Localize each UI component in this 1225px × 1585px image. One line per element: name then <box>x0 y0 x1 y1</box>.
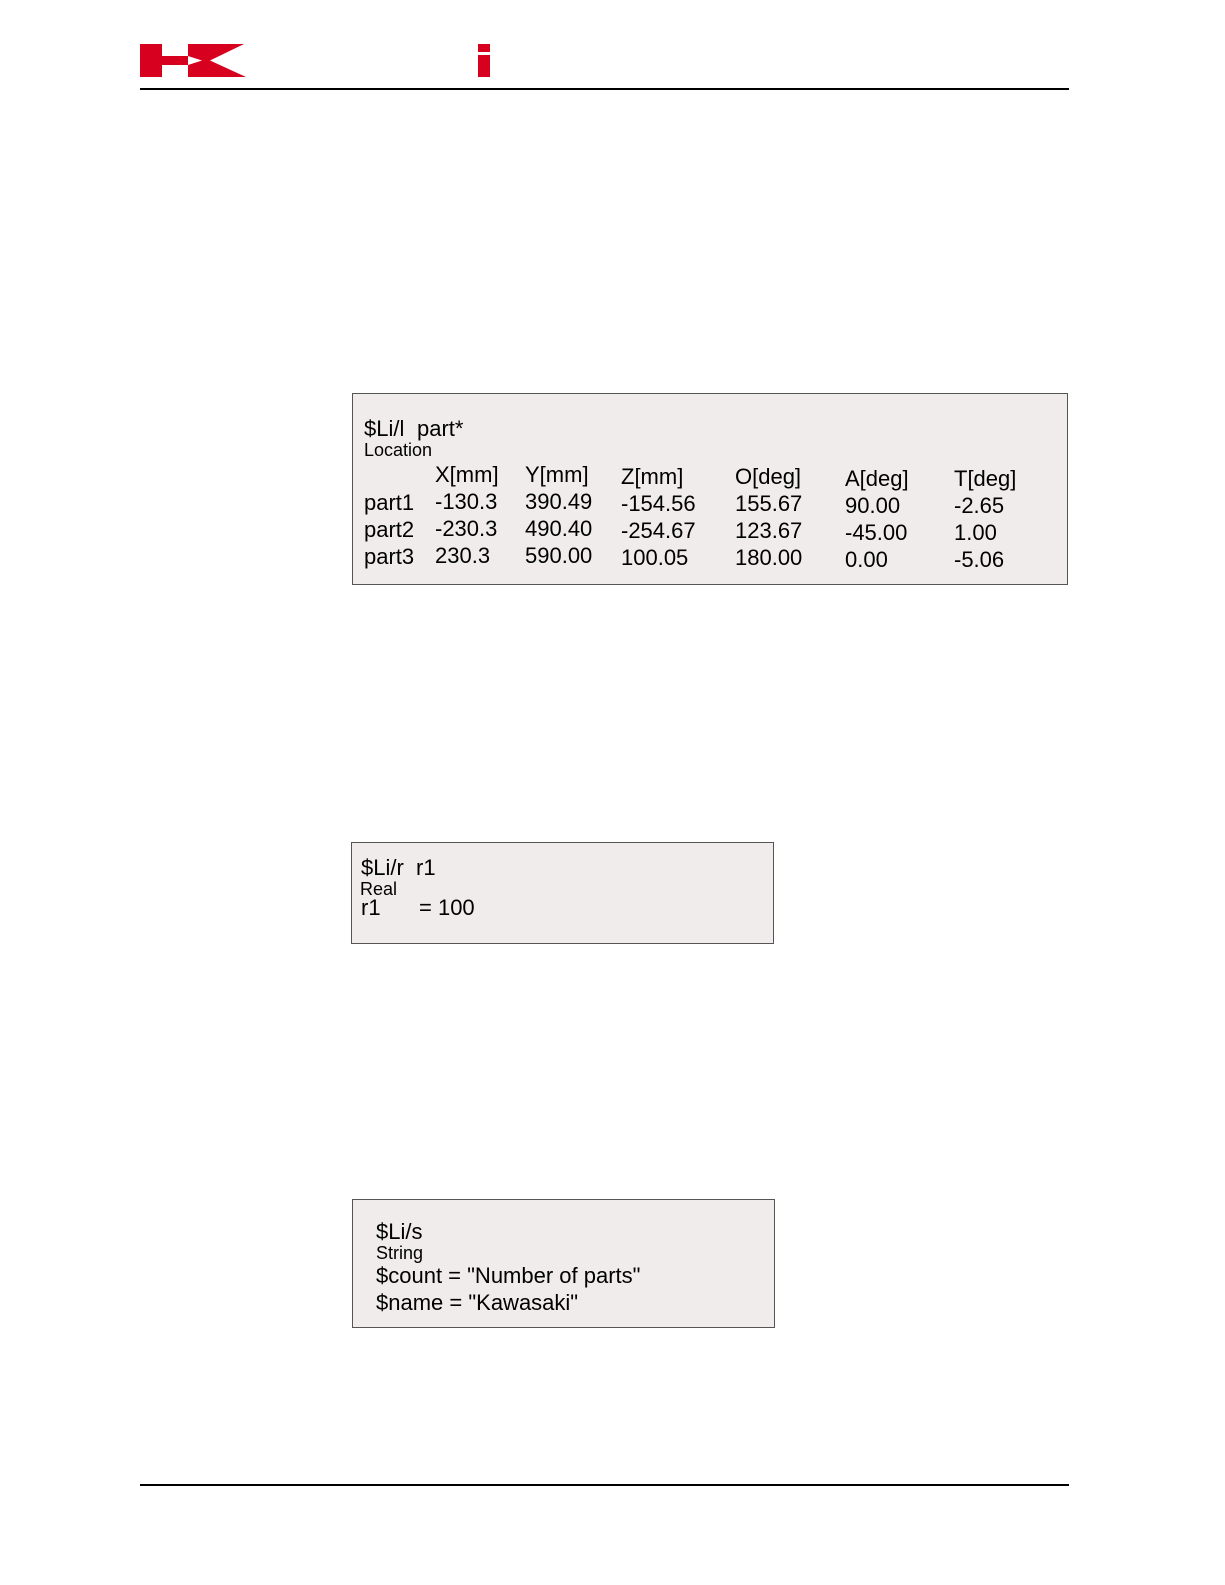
column-header-y: Y[mm] <box>525 462 589 487</box>
table-cell: -254.67 <box>621 518 696 543</box>
table-cell: -154.56 <box>621 491 696 516</box>
real-argument: r1 <box>416 855 436 880</box>
table-cell: 123.67 <box>735 518 803 543</box>
string-command: $Li/s <box>376 1219 423 1244</box>
location-type-label: Location <box>364 440 433 460</box>
table-cell: 390.49 <box>525 489 593 514</box>
column-header-t: T[deg] <box>954 466 1017 491</box>
table-cell: 230.3 <box>435 543 491 568</box>
string-line-name: $name = "Kawasaki" <box>376 1290 579 1315</box>
real-variable-name: r1 <box>361 895 381 920</box>
column-header-z: Z[mm] <box>621 464 684 489</box>
table-cell: -45.00 <box>845 520 908 545</box>
table-cell: 100.05 <box>621 545 689 570</box>
string-terminal-screen <box>352 1199 775 1328</box>
row-name-part3: part3 <box>364 544 415 569</box>
table-cell: 90.00 <box>845 493 901 518</box>
column-header-x: X[mm] <box>435 462 499 487</box>
location-command: $Li/l <box>364 416 405 441</box>
real-type-label: Real <box>360 879 398 899</box>
table-cell: -130.3 <box>435 489 498 514</box>
table-cell: -230.3 <box>435 516 498 541</box>
real-variable-value: = 100 <box>419 895 475 920</box>
column-header-a: A[deg] <box>845 466 909 491</box>
header-rule <box>140 88 1069 90</box>
table-cell: 155.67 <box>735 491 803 516</box>
table-cell: 0.00 <box>845 547 888 572</box>
table-cell: -2.65 <box>954 493 1005 518</box>
string-line-count: $count = "Number of parts" <box>376 1263 641 1288</box>
column-header-o: O[deg] <box>735 464 802 489</box>
string-type-label: String <box>376 1243 424 1263</box>
real-command: $Li/r <box>361 855 404 880</box>
location-terminal-screen <box>352 393 1068 585</box>
kawasaki-logo <box>140 44 246 77</box>
table-cell: 590.00 <box>525 543 593 568</box>
row-name-part1: part1 <box>364 490 415 515</box>
footer-rule <box>140 1484 1069 1486</box>
table-cell: 490.40 <box>525 516 593 541</box>
table-cell: 180.00 <box>735 545 803 570</box>
location-argument: part* <box>417 416 464 441</box>
row-name-part2: part2 <box>364 517 415 542</box>
table-cell: -5.06 <box>954 547 1005 572</box>
real-terminal-screen <box>351 842 774 944</box>
table-cell: 1.00 <box>954 520 997 545</box>
logo-i-mark <box>478 44 490 77</box>
